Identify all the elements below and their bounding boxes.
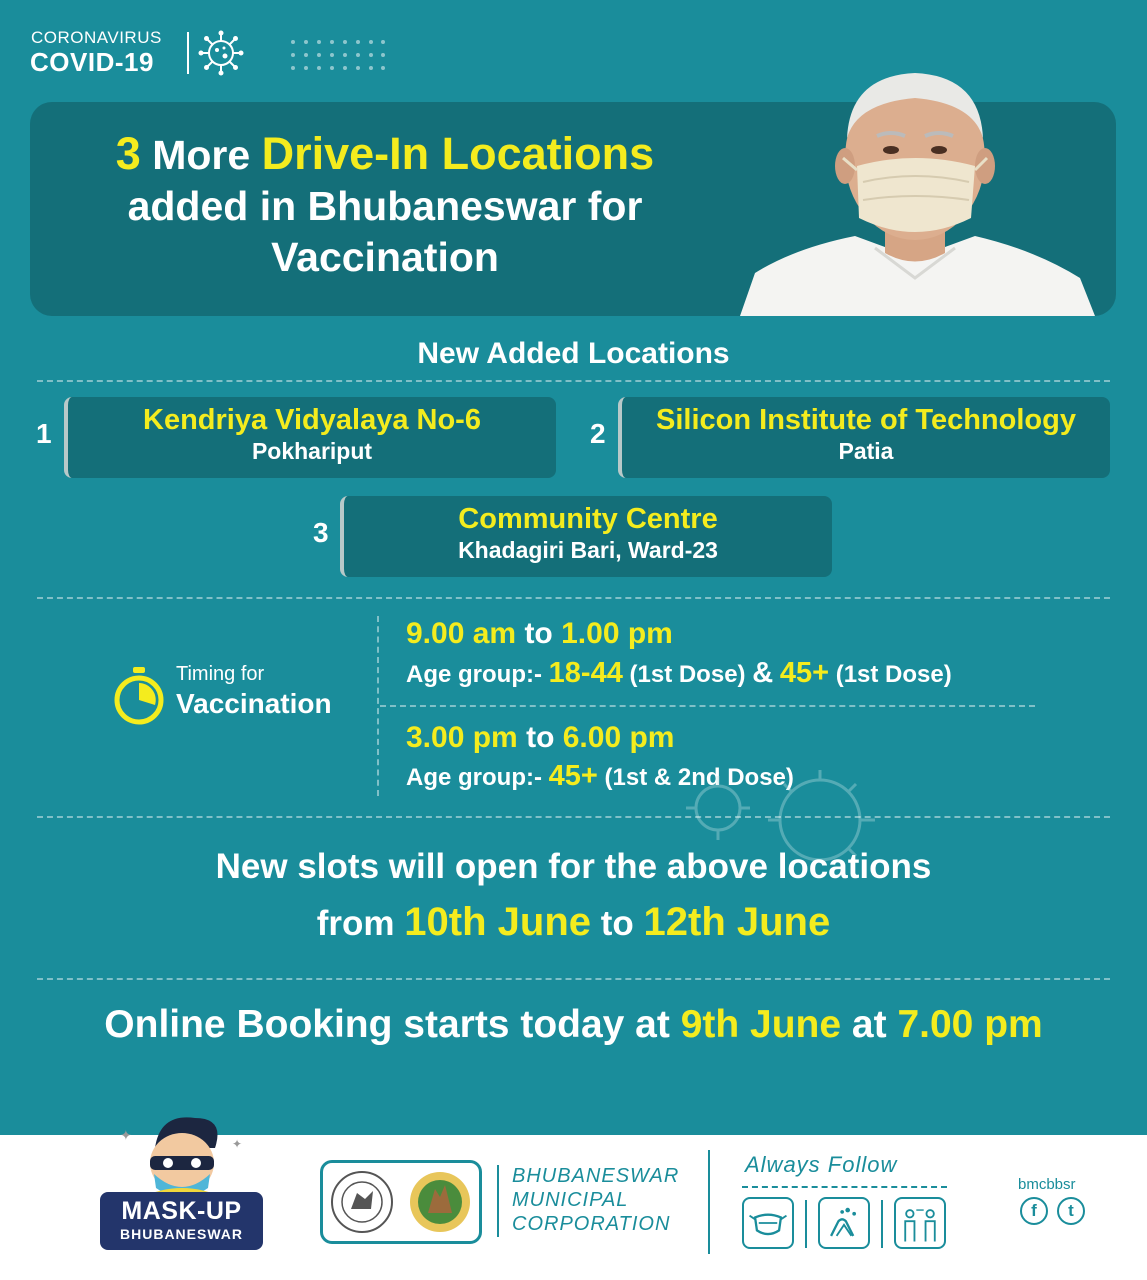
age-prefix: Age group:-: [406, 661, 542, 688]
bmc-line-2: MUNICIPAL: [512, 1189, 629, 1211]
brand-small-text: CORONAVIRUS: [31, 28, 162, 47]
virus-icon: [198, 30, 244, 76]
twitter-icon[interactable]: t: [1057, 1197, 1085, 1225]
hero-count: 3: [115, 128, 141, 179]
slots-notice-line2: [0, 900, 1147, 945]
footer-divider: [708, 1150, 710, 1254]
divider-1: [37, 380, 1110, 382]
icon-divider: [805, 1200, 807, 1248]
svg-text:✦: ✦: [120, 1127, 132, 1143]
dose-text: (1st Dose): [835, 661, 952, 688]
slots-notice-line1: New slots will open for the above locations: [215, 847, 932, 886]
location-card-2: [618, 397, 1110, 478]
location-area: Pokhariput: [251, 438, 373, 464]
mask-icon: [742, 1197, 794, 1249]
dose-text: (1st Dose): [629, 661, 746, 688]
svg-text:✦: ✦: [232, 1137, 243, 1151]
location-name: Kendriya Vidyalaya No-6: [143, 404, 481, 436]
decorative-dots: [290, 38, 385, 72]
social-distance-icon: [894, 1197, 946, 1249]
location-name: Silicon Institute of Technology: [656, 404, 1076, 436]
age-prefix: Age group:-: [406, 764, 542, 791]
to-text: to: [600, 904, 634, 943]
timing-divider-vertical: [377, 616, 379, 796]
government-logos: [320, 1160, 482, 1244]
hand-wash-icon: [818, 1197, 870, 1249]
icon-divider: [881, 1200, 883, 1248]
masked-person-portrait: [735, 58, 1097, 316]
always-follow-rule: [742, 1186, 947, 1188]
slot-2-time: [406, 721, 674, 755]
timing-label: Timing for: [176, 663, 265, 685]
footer-divider: [497, 1165, 499, 1237]
slot-end: 1.00 pm: [561, 617, 673, 650]
hero-line2: added in Bhubaneswar for: [127, 183, 643, 229]
social-handle: bmcbbsr: [1018, 1176, 1076, 1193]
maskup-badge: [100, 1192, 263, 1250]
booking-time: 7.00 pm: [897, 1003, 1043, 1046]
timing-divider: [380, 705, 1035, 707]
divider-4: [37, 978, 1110, 980]
hero-highlight: Drive-In Locations: [261, 128, 655, 179]
booking-at: at: [851, 1003, 887, 1046]
slot-start: 3.00 pm: [406, 721, 518, 754]
location-number-3: 3: [313, 517, 329, 548]
from-text: from: [316, 904, 395, 943]
bmc-line-1: BHUBANESWAR: [512, 1165, 680, 1187]
slot-end: 6.00 pm: [562, 721, 675, 754]
booking-prefix: Online Booking starts today at: [104, 1003, 670, 1046]
maskup-title: MASK-UP: [121, 1197, 242, 1225]
slot-1-age: [406, 657, 952, 690]
hero-headline: [60, 128, 710, 283]
hero-line3: Vaccination: [271, 234, 499, 280]
location-area: Patia: [838, 438, 894, 464]
slot-to: to: [526, 721, 555, 754]
facebook-icon[interactable]: f: [1020, 1197, 1048, 1225]
timing-title: Vaccination: [176, 688, 332, 719]
location-number-1: 1: [36, 418, 52, 449]
divider-3: [37, 816, 1110, 818]
age-value: 45+: [779, 657, 830, 689]
age-value: 45+: [548, 760, 598, 792]
ampersand: &: [752, 657, 774, 689]
dose-text: (1st & 2nd Dose): [604, 764, 794, 791]
slot-start: 9.00 am: [406, 617, 517, 650]
location-area: Khadagiri Bari, Ward-23: [458, 537, 718, 563]
age-value: 18-44: [548, 657, 623, 689]
booking-date: 9th June: [680, 1003, 842, 1046]
location-card-3: [340, 496, 832, 577]
brand-title: COVID-19: [30, 47, 154, 77]
slot-1-time: [406, 617, 673, 651]
locations-title: New Added Locations: [417, 337, 730, 370]
location-card-1: [64, 397, 556, 478]
brand-divider: [187, 32, 189, 74]
slot-to: to: [524, 617, 553, 650]
always-follow-label: Always Follow: [745, 1152, 898, 1177]
end-date: 12th June: [643, 900, 831, 944]
maskup-subtitle: BHUBANESWAR: [120, 1226, 243, 1242]
start-date: 10th June: [404, 900, 591, 944]
hero-more: More: [152, 132, 251, 178]
location-number-2: 2: [590, 418, 606, 449]
divider-2: [37, 597, 1110, 599]
emblem-icons: [323, 1163, 479, 1241]
bmc-line-3: CORPORATION: [512, 1213, 671, 1235]
booking-notice: [0, 1003, 1147, 1047]
location-name: Community Centre: [458, 503, 718, 535]
stopwatch-icon: [112, 666, 166, 726]
